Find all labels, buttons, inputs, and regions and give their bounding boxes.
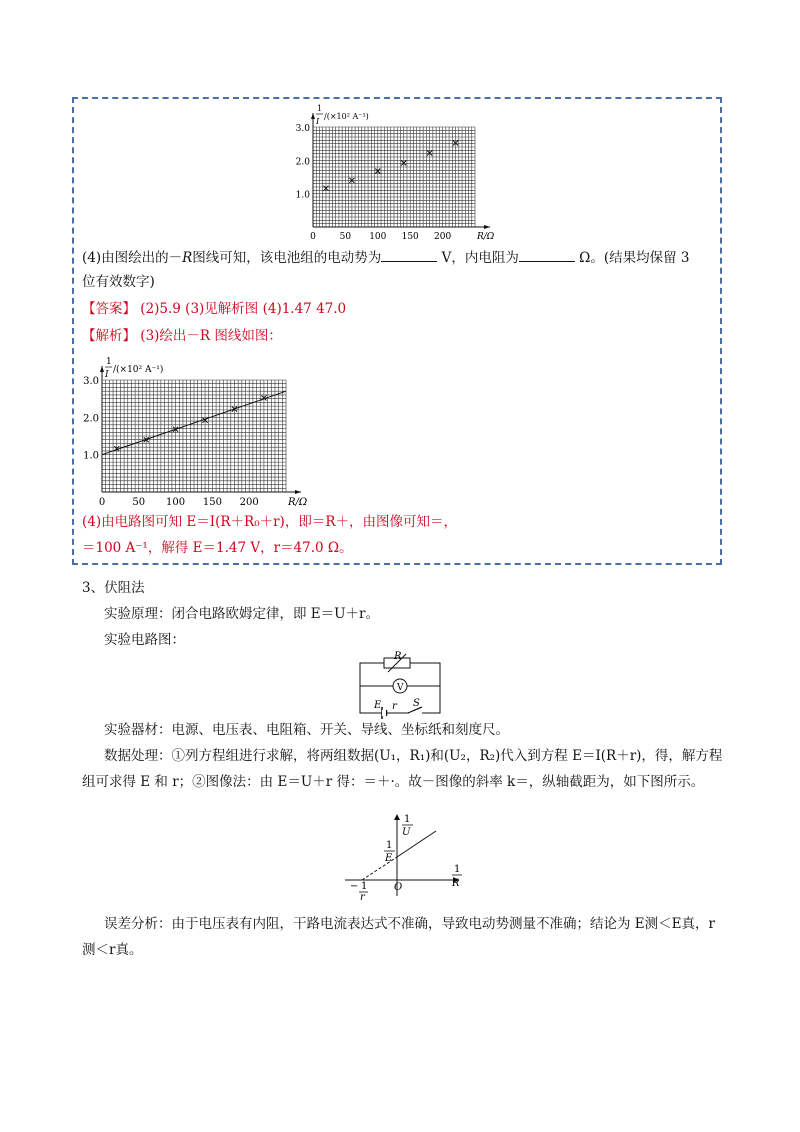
x-tick-label: 0 — [98, 497, 106, 508]
x-tick-label: 200 — [434, 232, 452, 242]
neg-int-num: 1 — [361, 881, 368, 892]
answer-line — [82, 299, 346, 319]
circuit-diagram — [352, 650, 447, 720]
analysis-line — [82, 326, 282, 346]
q4-text-a: (4)由图绘出的－ — [82, 250, 183, 266]
y-tick-label: 3.0 — [83, 376, 99, 387]
circuit-e-label: E — [374, 700, 382, 711]
y-label-num: 1 — [404, 814, 411, 825]
error-analysis-line2: 测＜r真。 — [82, 942, 143, 958]
question-4-line2: 位有效数字) — [82, 274, 155, 290]
y-label-den: U — [402, 827, 411, 838]
error-analysis-line1: 误差分析：由于电压表有内阻，干路电流表达式不准确，导致电动势测量不准确；结论为 E测＜E真，r — [104, 916, 715, 932]
x-tick-label: 200 — [239, 497, 259, 508]
data-processing-line1: 数据处理：①列方程组进行求解，将两组数据(U₁，R₁)和(U₂，R₂)代入到方程 E＝I(R＋r)，得，解方程 — [104, 748, 723, 764]
y-label-unit: /(×10² A⁻¹) — [113, 365, 164, 375]
y-axis-arrow — [311, 113, 315, 119]
y-label-denominator: I — [105, 370, 109, 380]
resistance-answer-blank — [519, 249, 575, 262]
y-label-numerator: 1 — [106, 357, 112, 367]
y-label-denominator: I — [316, 117, 320, 126]
q4-r-var: R — [182, 250, 193, 266]
y-axis-arrow — [100, 366, 104, 372]
question-4-line1 — [82, 248, 689, 268]
neg-int-den: r — [360, 892, 365, 900]
section-3-title: 3、伏阻法 — [82, 580, 145, 596]
chart-bottom — [80, 352, 320, 510]
voltmeter-label: V — [397, 683, 404, 693]
x-axis-arrow — [295, 490, 301, 494]
answer-text: (2)5.9 (3)见解析图 (4)1.47 47.0 — [140, 301, 347, 317]
x-axis-label: R/Ω — [288, 497, 308, 508]
y-label-unit: /(×10² A⁻¹) — [324, 112, 369, 121]
origin-label: O — [394, 882, 403, 893]
x-tick-label: 150 — [202, 497, 222, 508]
x-tick-label: 150 — [401, 232, 419, 242]
circuit-r-label: R — [394, 651, 402, 662]
x-axis-arrow — [484, 225, 490, 229]
analysis-text: (3)绘出－R 图线如图： — [140, 328, 282, 344]
x-tick-label: 50 — [339, 232, 352, 242]
x-label-den: R — [452, 878, 460, 889]
y-label-numerator: 1 — [317, 104, 323, 113]
switch-label: S — [413, 698, 420, 709]
x-tick-label: 100 — [166, 497, 186, 508]
inverse-graph — [340, 810, 465, 900]
circuit-label: 实验电路图： — [104, 632, 185, 648]
circuit-r-small-label: r — [392, 701, 397, 712]
emf-answer-blank — [381, 249, 437, 262]
q4-unit-ohm: Ω。(结果均保留 3 — [579, 250, 690, 266]
answer-label: 【答案】 — [82, 301, 136, 317]
data-processing-line2: 组可求得 E 和 r；②图像法：由 E＝U＋r 得：＝＋·。故－图像的斜率 k＝，纵轴截距为，如下图所示。 — [82, 774, 705, 790]
x-tick-label: 0 — [310, 232, 316, 242]
svg-text:−: − — [350, 881, 359, 892]
x-tick-label: 100 — [369, 232, 387, 242]
x-tick-label: 50 — [132, 497, 146, 508]
y-tick-label: 1.0 — [295, 190, 310, 201]
x-label-num: 1 — [454, 864, 461, 875]
chart-top — [290, 103, 505, 243]
analysis-label: 【解析】 — [82, 328, 136, 344]
y-tick-label: 1.0 — [83, 450, 99, 462]
equipment-text: 实验器材：电源、电压表、电阻箱、开关、导线、坐标纸和刻度尺。 — [104, 722, 509, 738]
q4-text-b: 图线可知，该电池组的电动势为 — [192, 250, 382, 266]
intercept-num: 1 — [386, 840, 393, 851]
x-axis-label: R/Ω — [477, 232, 495, 242]
y-tick-label: 2.0 — [83, 413, 99, 425]
intercept-den: E — [385, 853, 393, 864]
analysis-4-line1: (4)由电路图可知 E＝I(R＋R₀＋r)，即＝R＋，由图像可知＝， — [82, 514, 457, 530]
q4-unit-v: V，内电阻为 — [441, 250, 519, 266]
analysis-4-line2: ＝100 A⁻¹，解得 E＝1.47 V，r＝47.0 Ω。 — [82, 540, 353, 556]
y-tick-label: 3.0 — [295, 124, 310, 134]
principle-text: 实验原理：闭合电路欧姆定律，即 E＝U＋r。 — [104, 606, 379, 622]
y-tick-label: 2.0 — [295, 157, 310, 168]
